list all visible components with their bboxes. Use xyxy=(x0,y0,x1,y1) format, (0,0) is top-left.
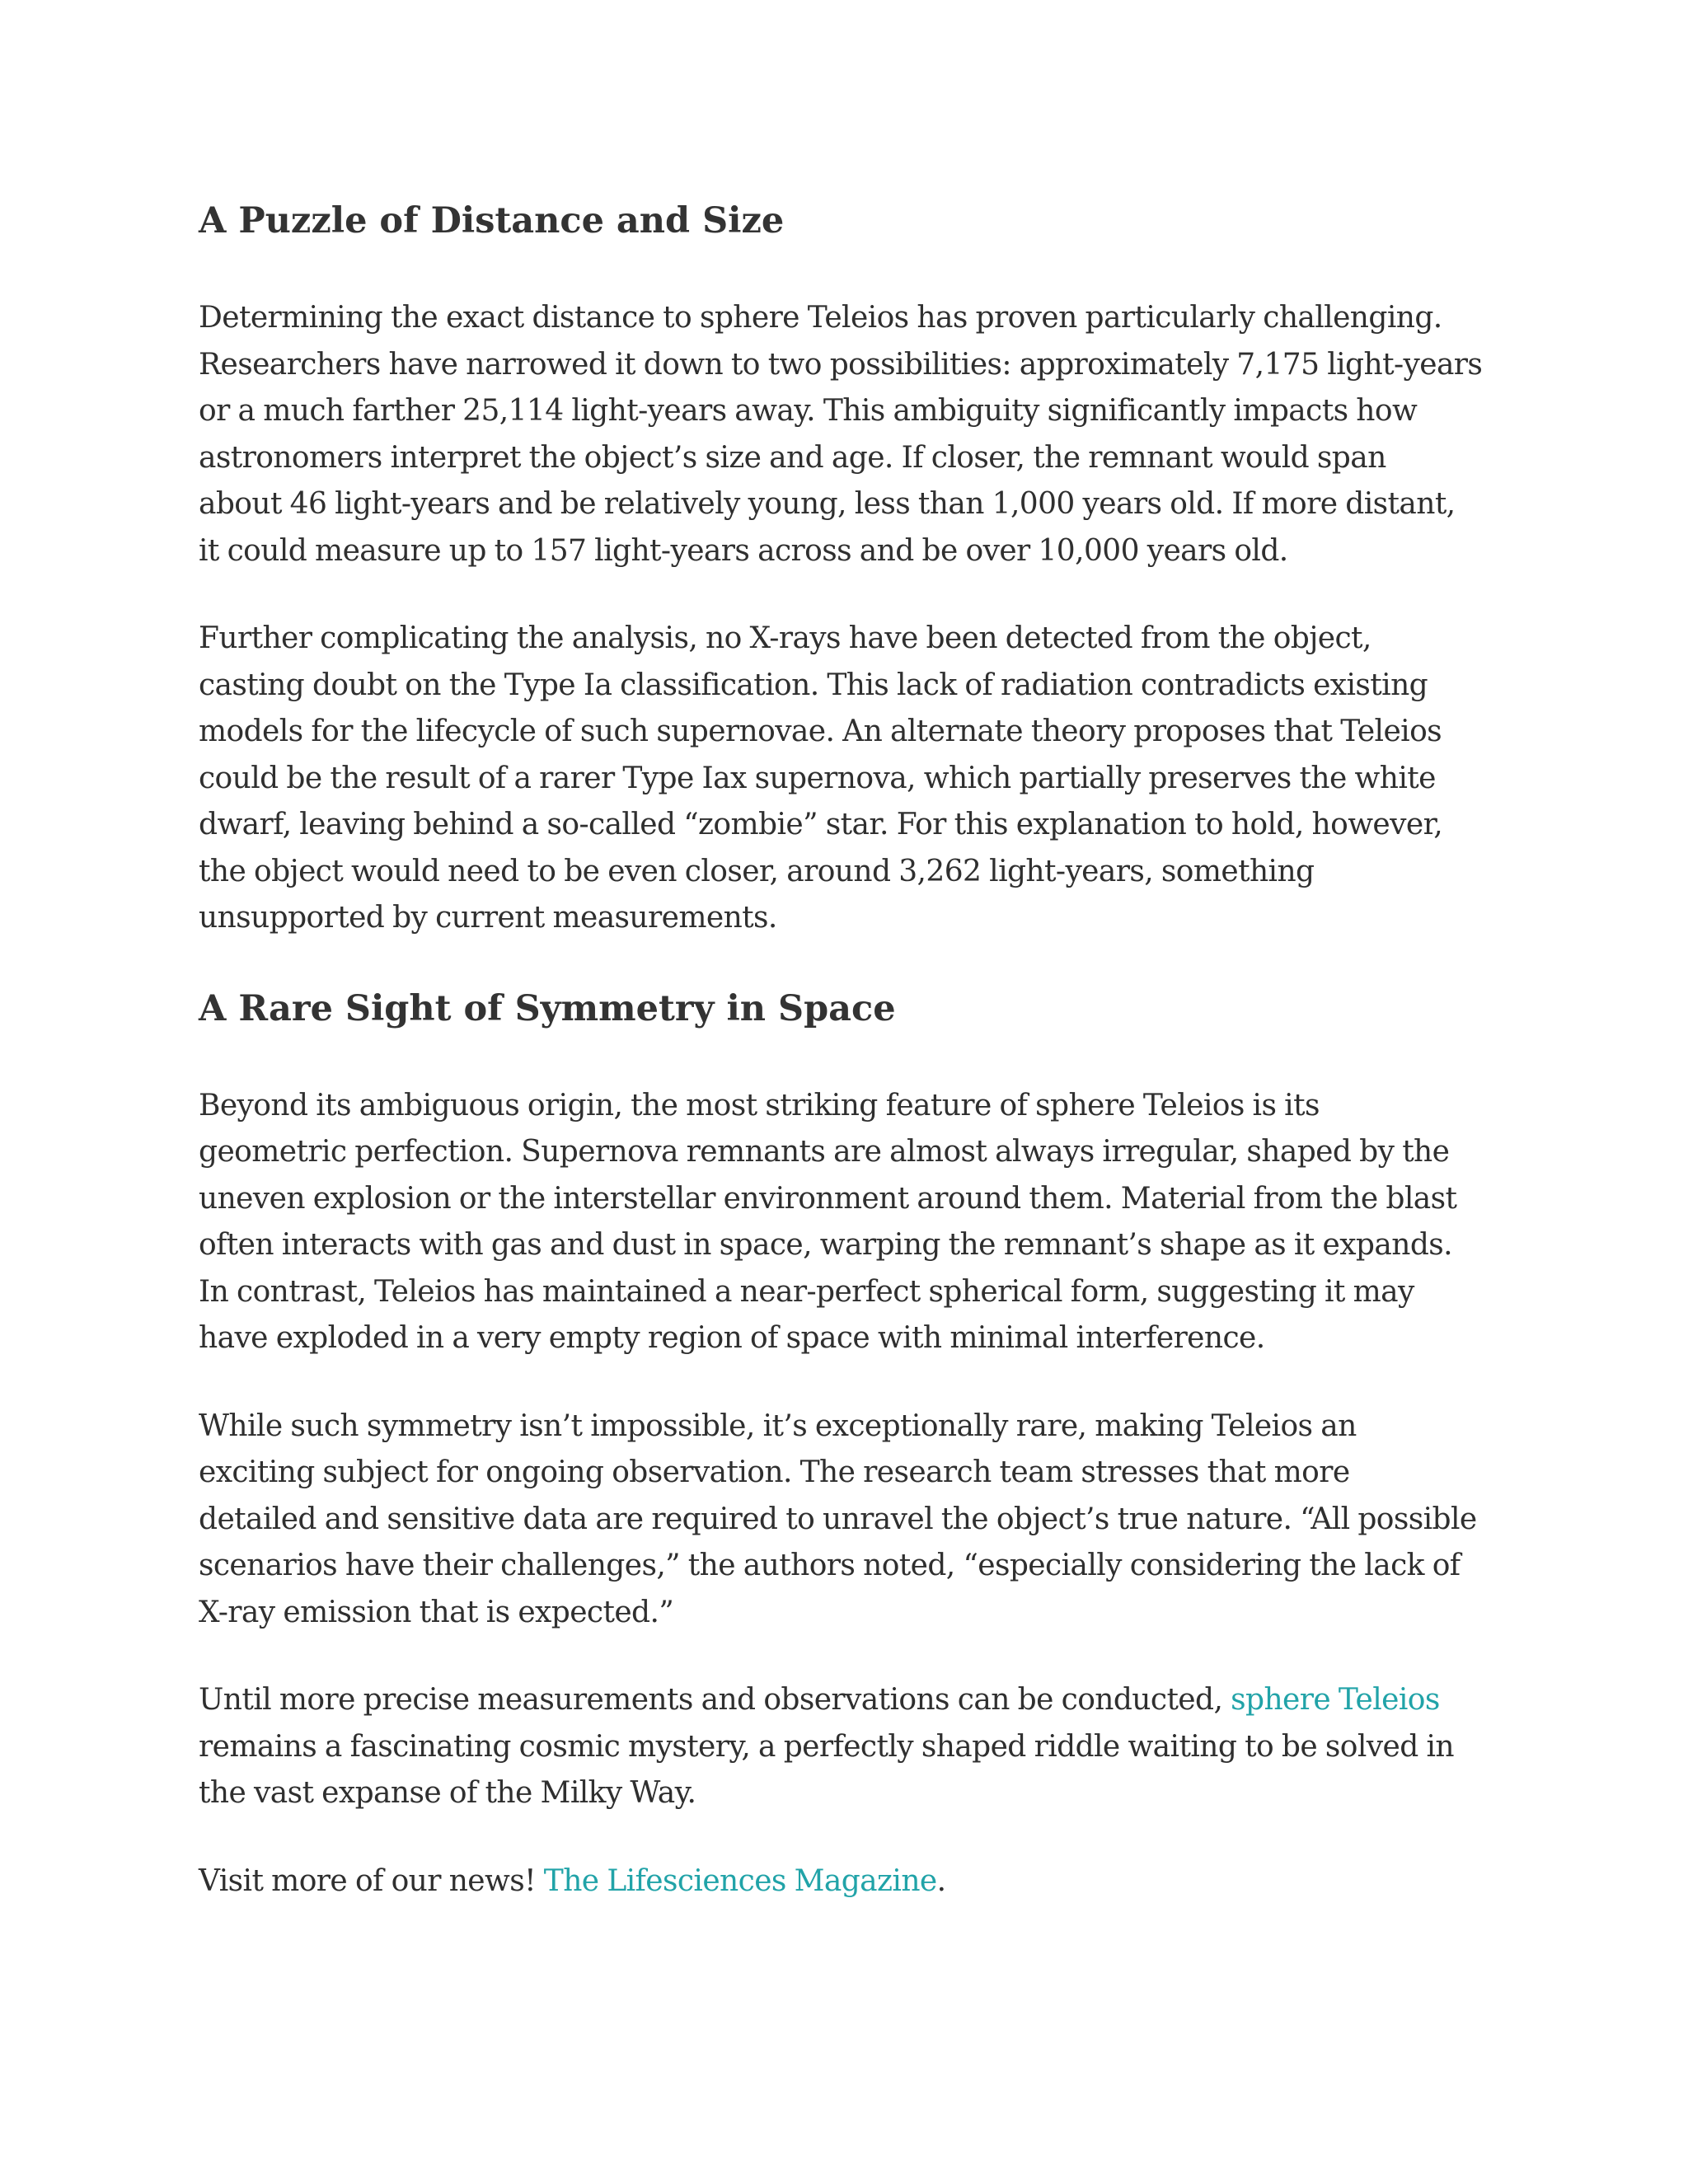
magazine-link[interactable]: The Lifesciences Magazine xyxy=(543,1863,937,1898)
footer-period: . xyxy=(936,1863,946,1898)
text-line: detailed and sensitive data are required to unravel the object’s true nature. “All possible xyxy=(199,1502,1477,1536)
text-line: dwarf, leaving behind a so-called “zombie” star. For this explanation to hold, however, xyxy=(199,808,1443,841)
closing-text: Until more precise measurements and observations can be conducted, xyxy=(199,1683,1231,1717)
text-line: often interacts with gas and dust in space, warping the remnant’s shape as it expands. xyxy=(199,1228,1452,1262)
text-line: the object would need to be even closer, around 3,262 light-years, something xyxy=(199,854,1315,888)
paragraph-geometry xyxy=(199,1083,1509,1362)
text-line: uneven explosion or the interstellar environment around them. Material from the blast xyxy=(199,1181,1457,1216)
text-line: Beyond its ambiguous origin, the most striking feature of sphere Teleios is its xyxy=(199,1088,1320,1122)
sphere-teleios-link[interactable]: sphere Teleios xyxy=(1231,1683,1440,1717)
text-line: exciting subject for ongoing observation. The research team stresses that more xyxy=(199,1455,1350,1489)
text-line: about 46 light-years and be relatively young, less than 1,000 years old. If more distant, xyxy=(199,487,1456,521)
footer-text: Visit more of our news! xyxy=(199,1863,544,1898)
text-line: Further complicating the analysis, no X-rays have been detected from the object, xyxy=(199,621,1372,655)
text-line: models for the lifecycle of such supernovae. An alternate theory proposes that Teleios xyxy=(199,715,1442,748)
text-line: have exploded in a very empty region of space with minimal interference. xyxy=(199,1321,1265,1355)
section-heading-symmetry: A Rare Sight of Symmetry in Space xyxy=(199,987,896,1029)
text-line: could be the result of a rarer Type Iax supernova, which partially preserves the white xyxy=(199,761,1436,795)
paragraph-distance xyxy=(199,295,1509,574)
text-line: Determining the exact distance to sphere Teleios has proven particularly challenging. xyxy=(199,301,1442,335)
paragraph-footer xyxy=(199,1858,1509,1905)
text-line xyxy=(199,1677,1509,1724)
text-line: scenarios have their challenges,” the authors noted, “especially considering the lack of xyxy=(199,1549,1461,1582)
text-line: or a much farther 25,114 light-years away. This ambiguity significantly impacts how xyxy=(199,394,1418,428)
text-line: astronomers interpret the object’s size and age. If closer, the remnant would span xyxy=(199,440,1386,475)
text-line: the vast expanse of the Milky Way. xyxy=(199,1776,696,1810)
text-line: While such symmetry isn’t impossible, it’s exceptionally rare, making Teleios an xyxy=(199,1408,1357,1443)
text-line xyxy=(199,1858,1509,1905)
text-line: unsupported by current measurements. xyxy=(199,901,777,935)
text-line: remains a fascinating cosmic mystery, a perfectly shaped riddle waiting to be solved in xyxy=(199,1729,1454,1764)
text-line: In contrast, Teleios has maintained a near-perfect spherical form, suggesting it may xyxy=(199,1274,1414,1309)
article-body xyxy=(199,196,1509,1905)
text-line: Researchers have narrowed it down to two possibilities: approximately 7,175 light-years xyxy=(199,347,1483,382)
text-line: X-ray emission that is expected.” xyxy=(199,1595,674,1629)
text-line: it could measure up to 157 light-years across and be over 10,000 years old. xyxy=(199,533,1288,568)
paragraph-closing xyxy=(199,1677,1509,1817)
text-line: geometric perfection. Supernova remnants are almost always irregular, shaped by the xyxy=(199,1135,1450,1169)
paragraph-xrays xyxy=(199,616,1509,942)
paragraph-observation xyxy=(199,1404,1509,1637)
section-heading-distance: A Puzzle of Distance and Size xyxy=(199,200,785,241)
text-line: casting doubt on the Type Ia classification. This lack of radiation contradicts existing xyxy=(199,668,1428,702)
